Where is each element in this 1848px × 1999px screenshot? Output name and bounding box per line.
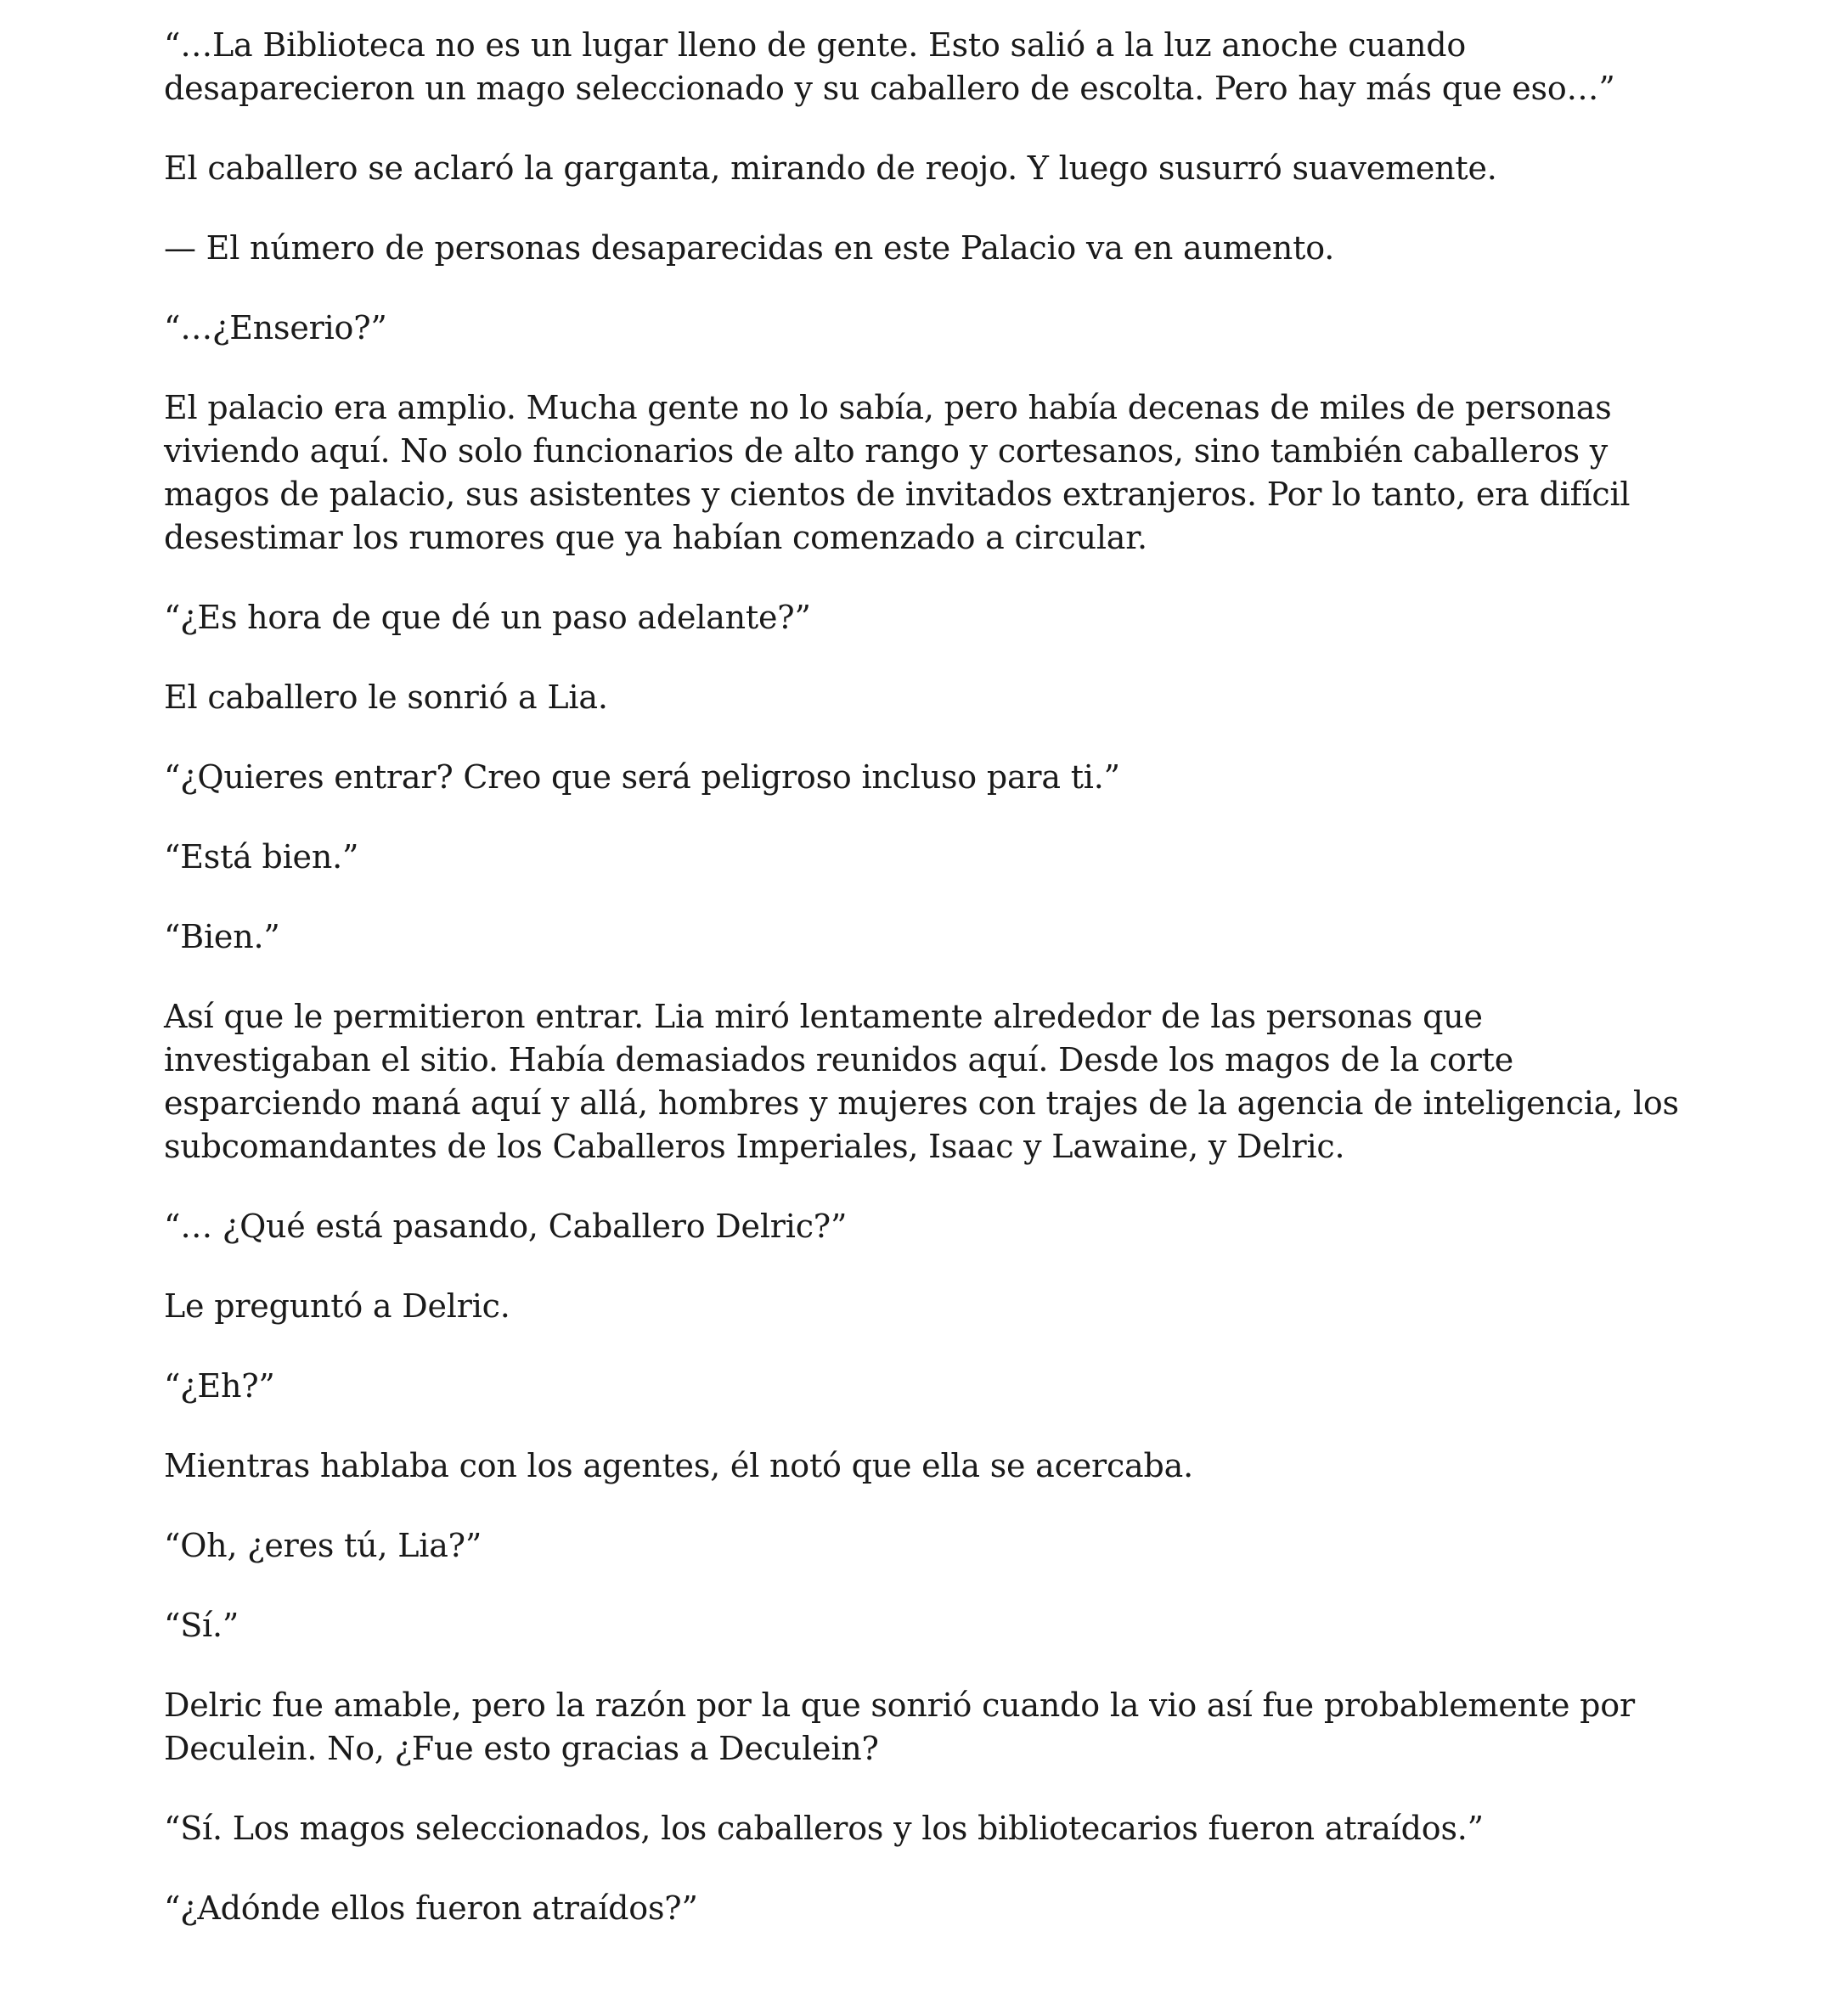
paragraph-want-enter: “¿Quieres entrar? Creo que será peligroso incluso para ti.” [164, 758, 1120, 796]
paragraph-step-forward: “¿Es hora de que dé un paso adelante?” [164, 599, 811, 636]
paragraph-investigation-site: Así que le permitieron entrar. Lia miró lentamente alrededor de las personas que investigaban el sitio. Había demasiados reunidos aquí. Desde los magos de la corte esparciendo maná aquí y allá, hombres y mujeres con trajes de la agencia de inteligencia, los subcomandantes de los Caballeros Imperiales, Isaac y Lawaine, y Delric. [164, 998, 1679, 1165]
paragraph-is-it-you: “Oh, ¿eres tú, Lia?” [164, 1527, 482, 1564]
paragraph-where-attracted: “¿Adónde ellos fueron atraídos?” [164, 1889, 698, 1927]
paragraph-si: “Sí.” [164, 1607, 239, 1644]
paragraph-library-disappearance: “…La Biblioteca no es un lugar lleno de gente. Esto salió a la luz anoche cuando desaparecieron un mago seleccionado y su caballero de escolta. Pero hay más que eso…” [164, 26, 1615, 107]
paragraph-knight-smile: El caballero le sonrió a Lia. [164, 679, 608, 716]
paragraph-agents-talk: Mientras hablaba con los agentes, él notó que ella se acercaba. [164, 1447, 1193, 1484]
paragraph-attracted: “Sí. Los magos seleccionados, los caballeros y los bibliotecarios fueron atraídos.” [164, 1810, 1484, 1847]
document-page [164, 24, 1693, 1930]
paragraph-delric-kind: Delric fue amable, pero la razón por la que sonrió cuando la vio así fue probablemente por Deculein. No, ¿Fue esto gracias a Deculein? [164, 1686, 1635, 1767]
paragraph-bien: “Bien.” [164, 918, 280, 955]
paragraph-eh: “¿Eh?” [164, 1367, 275, 1405]
paragraph-enserio: “…¿Enserio?” [164, 309, 387, 346]
paragraph-asked-delric: Le preguntó a Delric. [164, 1287, 510, 1325]
paragraph-what-happening: “… ¿Qué está pasando, Caballero Delric?” [164, 1208, 848, 1245]
paragraph-palace-description: El palacio era amplio. Mucha gente no lo sabía, pero había decenas de miles de personas viviendo aquí. No solo funcionarios de alto rango y cortesanos, sino también caballeros y magos de palacio, sus asistentes y cientos de invitados extranjeros. Por lo tanto, era difícil desestimar los rumores que ya habían comenzado a circular. [164, 389, 1631, 556]
paragraph-esta-bien: “Está bien.” [164, 838, 359, 876]
paragraph-missing-count: — El número de personas desaparecidas en este Palacio va en aumento. [164, 229, 1335, 267]
paragraph-knight-whisper: El caballero se aclaró la garganta, mirando de reojo. Y luego susurró suavemente. [164, 149, 1497, 187]
